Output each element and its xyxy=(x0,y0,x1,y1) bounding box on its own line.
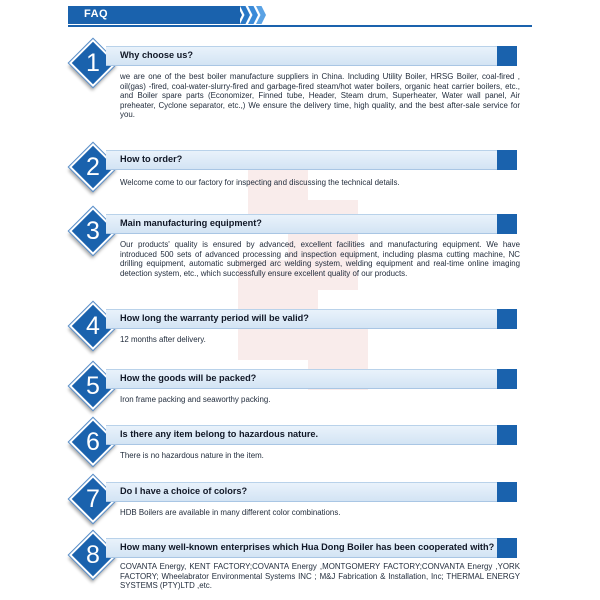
faq-number: 8 xyxy=(86,541,100,569)
question-bar-square xyxy=(497,309,517,329)
question-bar xyxy=(106,482,498,502)
faq-number: 1 xyxy=(86,49,100,77)
faq-question: How long the warranty period will be valid? xyxy=(120,313,309,323)
faq-answer: COVANTA Energy, KENT FACTORY;COVANTA Energy ,MONTGOMERY FACTORY;CONVANTA Energy ,YORK FACTORY; Wheelabrator Environmental Systems INC ; M&J Fabrication & Installation, Inc; THERMAL ENERGY SYSTEMS (PTY)LTD ,etc. xyxy=(120,562,520,591)
faq-answer: There is no hazardous nature in the item. xyxy=(120,451,264,460)
faq-number: 4 xyxy=(86,312,100,340)
faq-answer: we are one of the best boiler manufacture suppliers in China. Including Utility Boiler, HRSG Boiler, coal-fired , oil(gas) -fired, coal-water-slurry-fired and garbage-fired steam/hot water boilers, organic heat carrier boilers, etc., and Boiler spare parts (Economizer, Finned tube, Header, Steam drum, Superheater, Water wall panel, Air preheater, Cyclone separator, etc.,) We ensure the delivery time, high quality, and the best after-sale service for you. xyxy=(120,72,520,120)
faq-question: How many well-known enterprises which Hua Dong Boiler has been cooperated with? xyxy=(120,542,495,552)
faq-number: 3 xyxy=(86,217,100,245)
header-chevrons-decoration xyxy=(234,6,324,24)
faq-header xyxy=(68,6,532,24)
faq-question: Do I have a choice of colors? xyxy=(120,486,248,496)
header-divider xyxy=(68,25,532,27)
question-bar-square xyxy=(497,150,517,170)
question-bar-square xyxy=(497,214,517,234)
faq-question: How the goods will be packed? xyxy=(120,373,257,383)
faq-question: Main manufacturing equipment? xyxy=(120,218,262,228)
question-bar xyxy=(106,309,498,329)
faq-question: How to order? xyxy=(120,154,183,164)
question-bar-square xyxy=(497,538,517,558)
faq-answer: Our products' quality is ensured by advanced, excellent facilities and manufacturing equipment. We have introduced 500 sets of advanced processing and inspection equipment, including plasma cutting machine, NC drilling equipment, automatic submerged arc welding system, welding equipment and real-time online imaging detection system, etc., which successfully ensure excellent quality of our products. xyxy=(120,240,520,278)
faq-title: FAQ xyxy=(84,8,109,20)
faq-question: Is there any item belong to hazardous nature. xyxy=(120,429,319,439)
faq-answer: HDB Boilers are available in many different color combinations. xyxy=(120,508,341,517)
faq-number: 2 xyxy=(86,153,100,181)
faq-number: 6 xyxy=(86,428,100,456)
faq-answer: 12 months after delivery. xyxy=(120,335,206,344)
question-bar xyxy=(106,538,498,558)
faq-number: 7 xyxy=(86,485,100,513)
faq-answer: Iron frame packing and seaworthy packing. xyxy=(120,395,271,404)
question-bar-square xyxy=(497,369,517,389)
question-bar-square xyxy=(497,46,517,66)
question-bar-square xyxy=(497,425,517,445)
faq-question: Why choose us? xyxy=(120,50,193,60)
question-bar xyxy=(106,150,498,170)
question-bar xyxy=(106,369,498,389)
faq-header-bar xyxy=(68,6,240,24)
chevron-right-icon xyxy=(232,6,242,24)
question-bar xyxy=(106,46,498,66)
question-bar-square xyxy=(497,482,517,502)
question-bar xyxy=(106,425,498,445)
faq-number: 5 xyxy=(86,372,100,400)
faq-answer: Welcome come to our factory for inspecting and discussing the technical details. xyxy=(120,178,400,187)
question-bar xyxy=(106,214,498,234)
